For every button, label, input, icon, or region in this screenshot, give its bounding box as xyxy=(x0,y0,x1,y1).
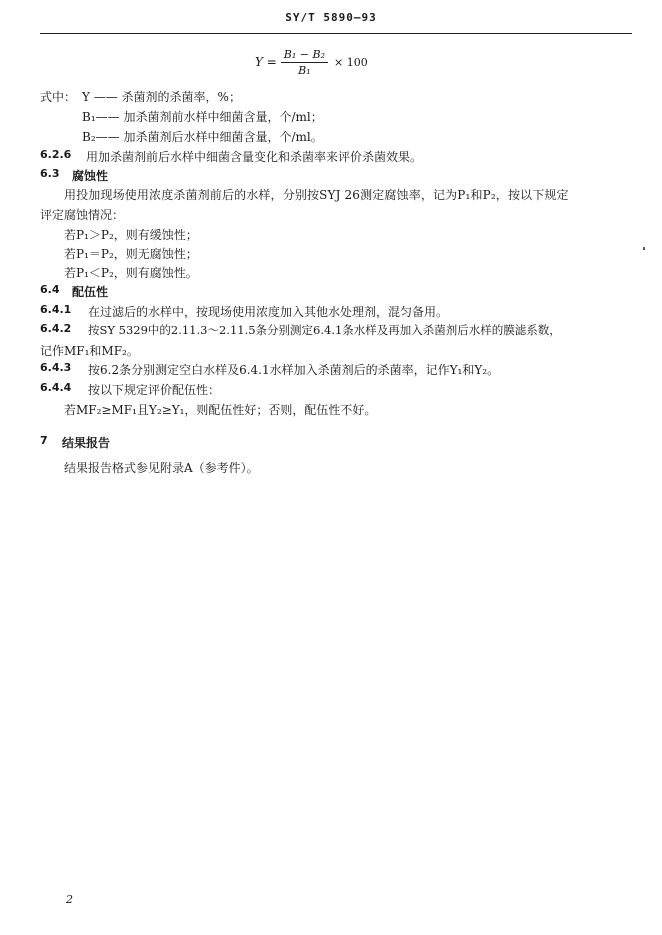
section-number-6-4-1: 6.4.1 xyxy=(40,303,72,316)
b2-definition: B₂—— 加杀菌剂后水样中细菌含量，个/ml。 xyxy=(82,130,323,144)
corrosion-case-2: 若P₁＝P₂，则无腐蚀性； xyxy=(64,247,198,261)
formula-multiplier: × 100 xyxy=(334,55,368,69)
section-6-4-2-line2: 记作MF₁和MF₂。 xyxy=(40,344,139,358)
section-6-4-2-line1: 按SY 5329中的2.11.3～2.11.5条分别测定6.4.1条水样及再加入杀菌剂后水样的膜滤系数， xyxy=(88,323,561,337)
section-number-6-3: 6.3 xyxy=(40,167,60,180)
section-6-4-1-text: 在过滤后的水样中，按现场使用浓度加入其他水处理剂，混匀备用。 xyxy=(88,305,449,319)
header-rule xyxy=(40,33,632,34)
section-7-title: 结果报告 xyxy=(62,436,111,450)
corrosion-case-1: 若P₁＞P₂，则有缓蚀性； xyxy=(64,228,198,242)
corrosion-case-3: 若P₁＜P₂，则有腐蚀性。 xyxy=(64,266,198,280)
bactericidal-rate-formula xyxy=(255,45,368,79)
section-number-7: 7 xyxy=(40,434,48,447)
compatibility-rule: 若MF₂≥MF₁且Y₂≥Y₁，则配伍性好；否则，配伍性不好。 xyxy=(64,403,377,417)
section-number-6-4: 6.4 xyxy=(40,283,60,296)
section-6-4-4-text: 按以下规定评价配伍性： xyxy=(88,383,221,397)
section-6-3-line1: 用投加现场使用浓度杀菌剂前后的水样，分别按SYJ 26测定腐蚀率，记为P₁和P₂，按以下规定 xyxy=(64,188,569,202)
b1-definition: B₁—— 加杀菌剂前水样中细菌含量，个/ml； xyxy=(82,110,323,124)
where-lead: 式中： xyxy=(40,90,77,104)
section-6-4-3-text: 按6.2条分别测定空白水样及6.4.1水样加入杀菌剂后的杀菌率，记作Y₁和Y₂。 xyxy=(88,363,500,377)
section-6-3-title: 腐蚀性 xyxy=(72,169,109,183)
page-header: SY/T 5890—93 xyxy=(285,11,377,24)
page-number: 2 xyxy=(66,893,73,906)
formula-denominator: B₁ xyxy=(298,63,311,77)
section-7-text: 结果报告格式参见附录A（参考件）。 xyxy=(64,461,259,475)
section-number-6-4-4: 6.4.4 xyxy=(40,381,72,394)
section-6-3-line2: 评定腐蚀情况： xyxy=(40,208,125,222)
scan-speck xyxy=(643,247,645,250)
formula-fraction xyxy=(281,48,328,77)
formula-lhs: Y = xyxy=(255,55,277,69)
formula-numerator: B₁ − B₂ xyxy=(281,48,328,63)
section-6-4-title: 配伍性 xyxy=(72,285,109,299)
section-number-6-4-2: 6.4.2 xyxy=(40,322,72,335)
section-6-2-6-text: 用加杀菌剂前后水样中细菌含量变化和杀菌率来评价杀菌效果。 xyxy=(86,150,423,164)
y-definition: Y —— 杀菌剂的杀菌率，%； xyxy=(82,90,241,104)
section-number-6-2-6: 6.2.6 xyxy=(40,148,72,161)
section-number-6-4-3: 6.4.3 xyxy=(40,361,72,374)
